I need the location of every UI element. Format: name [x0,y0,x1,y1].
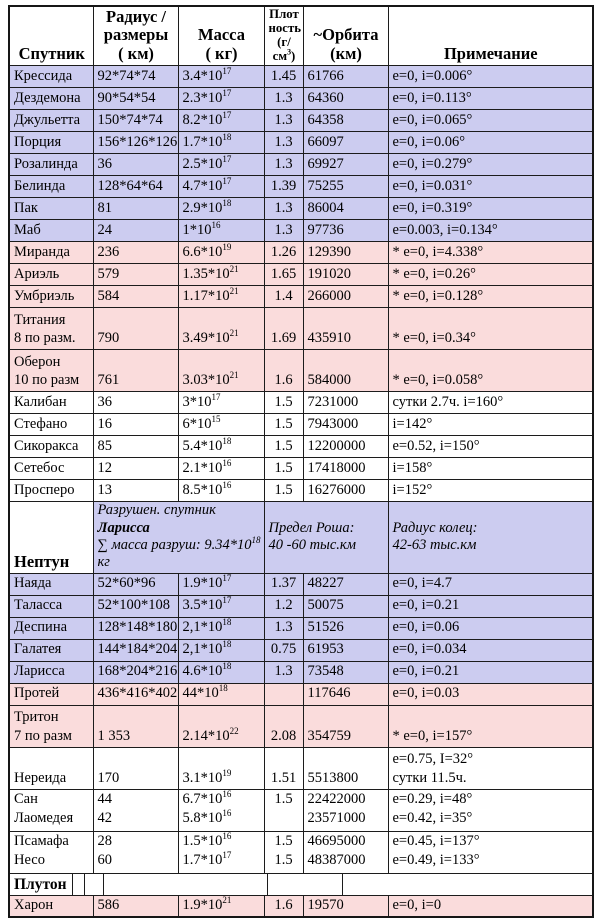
cell-size: 790 [93,308,178,350]
header-orbit: ~Орбита (км) [303,6,388,66]
cell-density: 1.5 [264,789,303,831]
cell-density: 1.3 [264,132,303,154]
pluto-row-divider-line [84,874,85,895]
moon-row [9,705,593,747]
cell-satellite-name: Просперо [9,480,93,502]
cell-size: 128*64*64 [93,176,178,198]
moon-row [9,110,593,132]
cell-orbit: 22422000 23571000 [303,789,388,831]
cell-orbit: 12200000 [303,436,388,458]
pluto-section-row [9,873,593,895]
cell-density: 1.39 [264,176,303,198]
cell-satellite-name: Псамафа Несо [9,831,93,873]
cell-orbit: 266000 [303,286,388,308]
cell-mass: $2,1*10^{18}$ [178,639,264,661]
cell-mass: $8.5*10^{16}$ [178,480,264,502]
cell-note: e=0.75, I=32° сутки 11.5ч. [388,747,593,789]
cell-note: e=0.45, i=137° e=0.49, i=133° [388,831,593,873]
cell-orbit: 61766 [303,66,388,88]
cell-note: e=0, i=0.21 [388,595,593,617]
cell-orbit: 73548 [303,661,388,683]
cell-satellite-name: Оберон 10 по разм [9,350,93,392]
cell-size: 13 [93,480,178,502]
cell-size: 16 [93,414,178,436]
cell-density: 1.3 [264,220,303,242]
cell-satellite-name: Порция [9,132,93,154]
cell-density: 1.5 [264,436,303,458]
cell-orbit: 117646 [303,683,388,705]
cell-orbit: 7943000 [303,414,388,436]
moon-row [9,683,593,705]
cell-density: 1.45 [264,66,303,88]
cell-density: 1.26 [264,242,303,264]
moon-row [9,573,593,595]
cell-note: e=0, i=0.319° [388,198,593,220]
cell-size: 90*54*54 [93,88,178,110]
cell-satellite-name: Сикоракса [9,436,93,458]
cell-mass: $5.4*10^{18}$ [178,436,264,458]
cell-note: e=0, i=4.7 [388,573,593,595]
cell-satellite-name: Деспина [9,617,93,639]
cell-orbit: 61953 [303,639,388,661]
moon-row [9,198,593,220]
cell-size: 170 [93,747,178,789]
cell-mass: $44*10^{18}$ [178,683,264,705]
pluto-row-divider-line [72,874,73,895]
cell-density: 1.4 [264,286,303,308]
cell-mass: $4.6*10^{18}$ [178,661,264,683]
moon-row [9,595,593,617]
pluto-planet-label: Плутон [14,875,67,893]
cell-satellite-name: Сетебос [9,458,93,480]
cell-orbit: 5513800 [303,747,388,789]
moon-row [9,831,593,873]
cell-satellite-name: Дездемона [9,88,93,110]
cell-note: * e=0, i=157° [388,705,593,747]
cell-size: 85 [93,436,178,458]
cell-note: e=0, i=0.06 [388,617,593,639]
pluto-row-divider-line [103,874,104,895]
moon-row [9,88,593,110]
cell-mass: $1.17*10^{21}$ [178,286,264,308]
cell-orbit: 50075 [303,595,388,617]
header-mass: Масса ( кг) [178,6,264,66]
cell-density: 1.51 [264,747,303,789]
header-radius: Радиус / размеры ( км) [93,6,178,66]
moon-row [9,154,593,176]
cell-mass: $3.49*10^{21}$ [178,308,264,350]
moon-row [9,66,593,88]
cell-mass: $8.2*10^{17}$ [178,110,264,132]
cell-mass: $6.6*10^{19}$ [178,242,264,264]
cell-satellite-name: Маб [9,220,93,242]
cell-density: 1.3 [264,88,303,110]
cell-size: 81 [93,198,178,220]
cell-size: 144*184*204 [93,639,178,661]
cell-note: e=0, i=0.03 [388,683,593,705]
cell-satellite-name: Пак [9,198,93,220]
neptune-planet-label: Нептун [9,502,93,574]
cell-size: 236 [93,242,178,264]
cell-size: 92*74*74 [93,66,178,88]
cell-mass: $6.7*10^{16}$ $5.8*10^{16}$ [178,789,264,831]
cell-orbit: 51526 [303,617,388,639]
cell-orbit: 64358 [303,110,388,132]
cell-note: * e=0, i=0.128° [388,286,593,308]
cell-satellite-name: Нереида [9,747,93,789]
cell-note: i=152° [388,480,593,502]
cell-size: 128*148*180 [93,617,178,639]
moon-row [9,480,593,502]
cell-density: 1.2 [264,595,303,617]
cell-size: 150*74*74 [93,110,178,132]
cell-size: 52*60*96 [93,573,178,595]
cell-note: * e=0, i=0.34° [388,308,593,350]
header-density: Плот ность $(г/см^3)$ [264,6,303,66]
cell-note: e=0, i=0.065° [388,110,593,132]
cell-size: 584 [93,286,178,308]
cell-note: * e=0, i=4.338° [388,242,593,264]
header-note: Примечание [388,6,593,66]
cell-satellite-name: Белинда [9,176,93,198]
moon-row [9,264,593,286]
neptune-destroyed-satellite-note: Разрушен. спутник Ларисса ∑ масса разруш: $9.34*10^{18}$ кг [93,502,264,574]
cell-satellite-name: Харон [9,895,93,917]
cell-size: 156*126*126 [93,132,178,154]
pluto-row-divider-line [267,874,268,895]
cell-mass: $2.3*10^{17}$ [178,88,264,110]
moon-row [9,639,593,661]
cell-density: 1.5 [264,480,303,502]
moon-row [9,458,593,480]
cell-orbit: 354759 [303,705,388,747]
cell-orbit: 7231000 [303,392,388,414]
cell-orbit: 86004 [303,198,388,220]
moon-row [9,436,593,458]
cell-note: e=0, i=0.113° [388,88,593,110]
cell-mass: $2.14*10^{22}$ [178,705,264,747]
moons-table [8,5,594,918]
cell-satellite-name: Ариэль [9,264,93,286]
cell-density: 1.5 [264,392,303,414]
neptune-rings-radius-note: Радиус колец: 42-63 тыс.км [388,502,593,574]
cell-mass: $6*10^{15}$ [178,414,264,436]
cell-orbit: 17418000 [303,458,388,480]
moon-row [9,617,593,639]
cell-satellite-name: Тритон 7 по разм [9,705,93,747]
cell-size: 579 [93,264,178,286]
moons-table-body [9,66,593,918]
cell-satellite-name: Протей [9,683,93,705]
cell-mass: $1.9*10^{17}$ [178,573,264,595]
cell-density: 1.69 [264,308,303,350]
cell-orbit: 69927 [303,154,388,176]
neptune-roche-limit-note: Предел Роша: 40 -60 тыс.км [264,502,388,574]
cell-satellite-name: Миранда [9,242,93,264]
cell-note: i=158° [388,458,593,480]
cell-satellite-name: Стефано [9,414,93,436]
cell-note: e=0, i=0.21 [388,661,593,683]
cell-note: i=142° [388,414,593,436]
cell-orbit: 66097 [303,132,388,154]
cell-note: e=0.52, i=150° [388,436,593,458]
cell-note: e=0, i=0.031° [388,176,593,198]
cell-mass: $1.35*10^{21}$ [178,264,264,286]
cell-orbit: 129390 [303,242,388,264]
cell-note: * e=0, i=0.26° [388,264,593,286]
cell-orbit: 191020 [303,264,388,286]
cell-mass: $3.4*10^{17}$ [178,66,264,88]
cell-satellite-name: Наяда [9,573,93,595]
cell-mass: $4.7*10^{17}$ [178,176,264,198]
moon-row [9,392,593,414]
cell-orbit: 75255 [303,176,388,198]
cell-mass: $2.5*10^{17}$ [178,154,264,176]
cell-density: 1.3 [264,110,303,132]
moon-row [9,789,593,831]
cell-satellite-name: Титания 8 по разм. [9,308,93,350]
cell-density: 1.3 [264,198,303,220]
cell-orbit: 46695000 48387000 [303,831,388,873]
cell-satellite-name: Калибан [9,392,93,414]
cell-satellite-name: Крессида [9,66,93,88]
cell-note: e=0, i=0.006° [388,66,593,88]
cell-orbit: 64360 [303,88,388,110]
cell-satellite-name: Галатея [9,639,93,661]
cell-density: 1.65 [264,264,303,286]
cell-orbit: 97736 [303,220,388,242]
cell-mass: $1.7*10^{18}$ [178,132,264,154]
cell-satellite-name: Умбриэль [9,286,93,308]
cell-size: 586 [93,895,178,917]
cell-note: e=0.003, i=0.134° [388,220,593,242]
cell-mass: $2.9*10^{18}$ [178,198,264,220]
moon-row [9,242,593,264]
cell-orbit: 16276000 [303,480,388,502]
cell-note: сутки 2.7ч. i=160° [388,392,593,414]
cell-note: e=0, i=0.06° [388,132,593,154]
cell-size: 52*100*108 [93,595,178,617]
cell-density: 1.3 [264,661,303,683]
moon-row [9,747,593,789]
moon-row [9,132,593,154]
cell-note: e=0, i=0.034 [388,639,593,661]
cell-orbit: 19570 [303,895,388,917]
cell-mass: $1*10^{16}$ [178,220,264,242]
moon-row [9,895,593,917]
cell-size: 36 [93,392,178,414]
cell-mass: $2.1*10^{16}$ [178,458,264,480]
cell-size: 168*204*216 [93,661,178,683]
cell-satellite-name: Сан Лаомедея [9,789,93,831]
cell-density: 1.6 [264,350,303,392]
pluto-row-divider-line [342,874,343,895]
cell-note: * e=0, i=0.058° [388,350,593,392]
moon-row [9,661,593,683]
neptune-section-row [9,502,593,574]
moon-row [9,286,593,308]
cell-satellite-name: Таласса [9,595,93,617]
cell-mass: $3.1*10^{19}$ [178,747,264,789]
cell-density: 1.5 [264,458,303,480]
cell-density: 1.5 [264,414,303,436]
moon-row [9,220,593,242]
cell-orbit: 435910 [303,308,388,350]
cell-size: 1 353 [93,705,178,747]
cell-density [264,683,303,705]
cell-satellite-name: Розалинда [9,154,93,176]
cell-size: 436*416*402 [93,683,178,705]
moon-row [9,350,593,392]
cell-density: 0.75 [264,639,303,661]
cell-orbit: 48227 [303,573,388,595]
cell-satellite-name: Ларисса [9,661,93,683]
pluto-section-cell [9,873,593,895]
cell-size: 761 [93,350,178,392]
moon-row [9,308,593,350]
cell-mass: $1.9*10^{21}$ [178,895,264,917]
cell-note: e=0.29, i=48° e=0.42, i=35° [388,789,593,831]
cell-satellite-name: Джульетта [9,110,93,132]
cell-size: 28 60 [93,831,178,873]
cell-note: e=0, i=0.279° [388,154,593,176]
cell-note: e=0, i=0 [388,895,593,917]
cell-density: 1.5 1.5 [264,831,303,873]
cell-size: 44 42 [93,789,178,831]
cell-density: 1.3 [264,154,303,176]
cell-orbit: 584000 [303,350,388,392]
table-header-row [9,6,593,66]
cell-density: 2.08 [264,705,303,747]
cell-density: 1.6 [264,895,303,917]
moon-row [9,414,593,436]
cell-size: 24 [93,220,178,242]
cell-size: 36 [93,154,178,176]
cell-mass: $1.5*10^{16}$ $1.7*10^{17}$ [178,831,264,873]
cell-mass: $2,1*10^{18}$ [178,617,264,639]
cell-density: 1.3 [264,617,303,639]
moon-row [9,176,593,198]
cell-mass: $3*10^{17}$ [178,392,264,414]
cell-size: 12 [93,458,178,480]
cell-density: 1.37 [264,573,303,595]
cell-mass: $3.5*10^{17}$ [178,595,264,617]
cell-mass: $3.03*10^{21}$ [178,350,264,392]
header-satellite: Спутник [9,6,93,66]
